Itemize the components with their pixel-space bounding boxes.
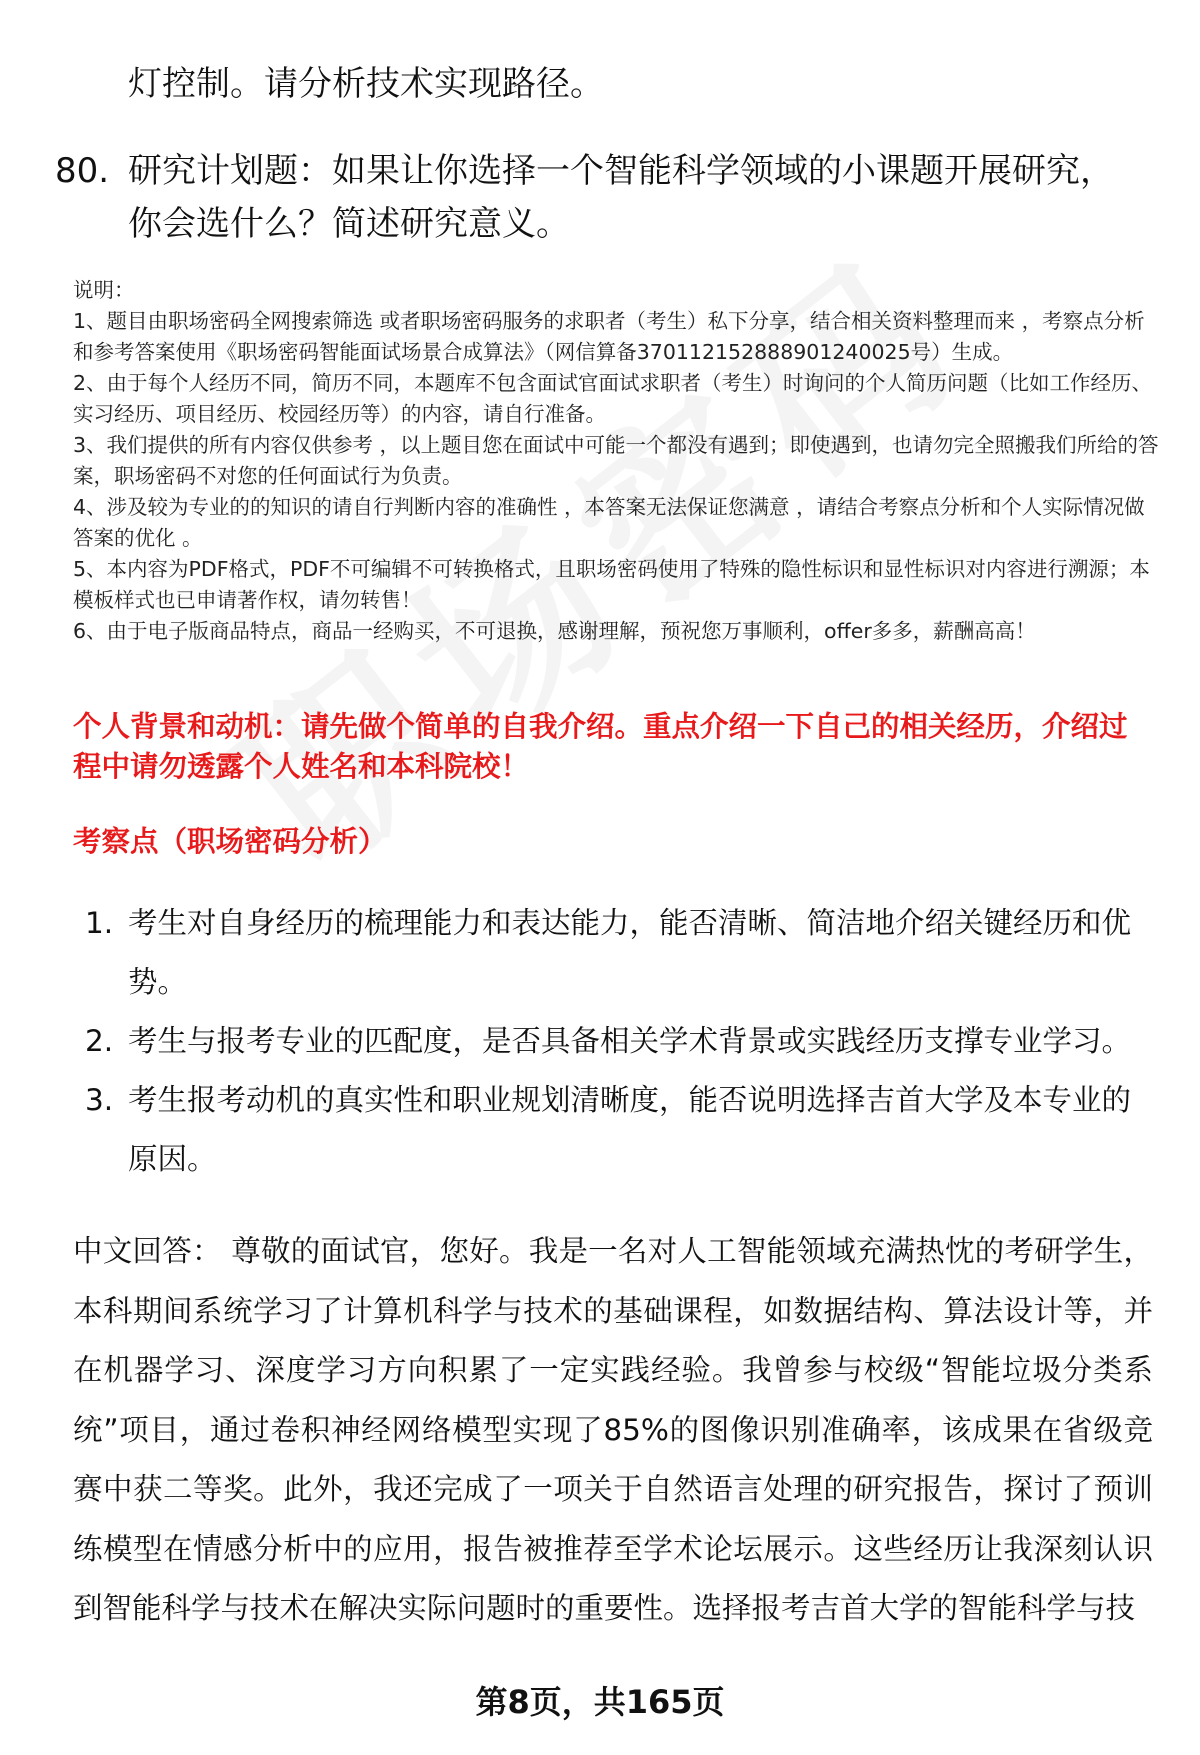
exam-point-text: 考生报考动机的真实性和职业规划清晰度，能否说明选择吉首大学及本专业的原因。 <box>128 1083 1132 1176</box>
exam-point-item <box>85 894 1145 1012</box>
note-item: 3、我们提供的所有内容仅供参考 ，以上题目您在面试中可能一个都没有遇到；即使遇到，也请勿完全照搬我们所给的答案，职场密码不对您的任何面试行为负责。 <box>73 433 1159 488</box>
background-question: 个人背景和动机：请先做个简单的自我介绍。重点介绍一下自己的相关经历，介绍过程中请勿透露个人姓名和本科院校！ <box>73 710 1128 783</box>
question-text: 研究计划题：如果让你选择一个智能科学领域的小课题开展研究，你会选什么？简述研究意义。 <box>128 151 1114 244</box>
question-number: 80. <box>55 151 110 191</box>
exam-points-list <box>85 894 1145 1189</box>
note-item: 1、题目由职场密码全网搜索筛选 或者职场密码服务的求职者（考生）私下分享，结合相关资料整理而来 ，考察点分析和参考答案使用《职场密码智能面试场景合成算法》（网信算备370112152888901240025号）生成。 <box>73 309 1145 364</box>
answer-text: 中文回答： 尊敬的面试官，您好。我是一名对人工智能领域充满热忱的考研学生，本科期间系统学习了计算机科学与技术的基础课程，如数据结构、算法设计等，并在机器学习、深度学习方向积累了一定实践经验。我曾参与校级“智能垃圾分类系统”项目，通过卷积神经网络模型实现了85%的图像识别准确率，该成果在省级竞赛中获二等奖。此外，我还完成了一项关于自然语言处理的研究报告，探讨了预训练模型在情感分析中的应用，报告被推荐至学术论坛展示。这些经历让我深刻认识到智能科学与技术在解决实际问题时的重要性。选择报考吉首大学的智能科学与技 <box>73 1234 1153 1625</box>
notes-block <box>73 275 1163 647</box>
notes-heading: 说明： <box>73 278 135 302</box>
exam-points-title: 考察点（职场密码分析） <box>73 825 387 858</box>
question-80 <box>55 145 1115 251</box>
exam-point-item <box>85 1012 1145 1071</box>
exam-point-text: 考生与报考专业的匹配度，是否具备相关学术背景或实践经历支撑专业学习。 <box>128 1024 1132 1058</box>
exam-point-number: 1. <box>85 906 114 940</box>
note-item: 2、由于每个人经历不同，简历不同，本题库不包含面试官面试求职者（考生）时询问的个人简历问题（比如工作经历、实习经历、项目经历、校园经历等）的内容，请自行准备。 <box>73 371 1153 426</box>
note-item: 4、涉及较为专业的的知识的请自行判断内容的准确性 ，本答案无法保证您满意 ，请结合考察点分析和个人实际情况做答案的优化 。 <box>73 495 1145 550</box>
exam-point-number: 3. <box>85 1083 114 1117</box>
page-footer: 第8页，共165页 <box>475 1683 725 1721</box>
note-item: 6、由于电子版商品特点，商品一经购买，不可退换，感谢理解，预祝您万事顺利，offer多多，薪酬高高！ <box>73 619 1036 643</box>
question-continuation: 灯控制。请分析技术实现路径。 <box>128 64 604 104</box>
note-item: 5、本内容为PDF格式，PDF不可编辑不可转换格式，且职场密码使用了特殊的隐性标识和显性标识对内容进行溯源；本模板样式也已申请著作权，请勿转售！ <box>73 557 1150 612</box>
exam-point-number: 2. <box>85 1024 114 1058</box>
exam-point-text: 考生对自身经历的梳理能力和表达能力，能否清晰、简洁地介绍关键经历和优势。 <box>128 906 1132 999</box>
exam-point-item <box>85 1071 1145 1189</box>
